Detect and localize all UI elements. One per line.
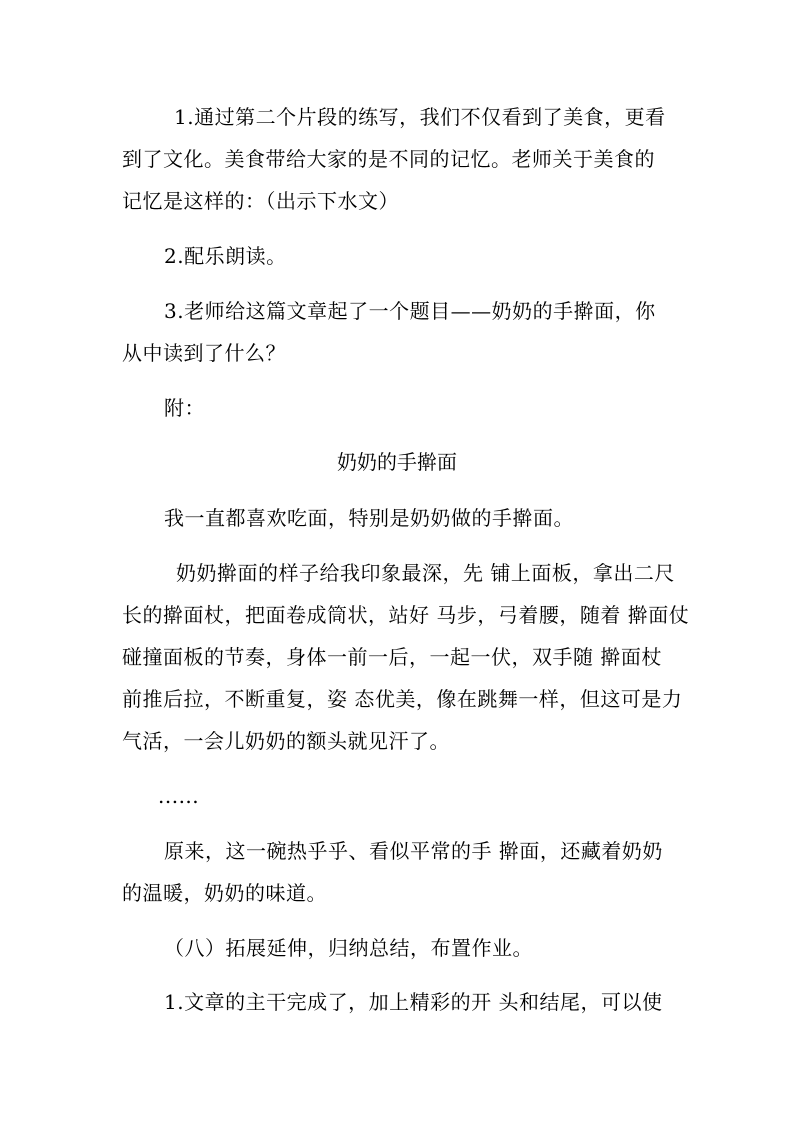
paragraph-line: 记忆是这样的：（出示下水文） [122, 189, 399, 213]
paragraph-line: 奶奶擀面的样子给我印象最深，先 铺上面板，拿出二尺 [176, 561, 675, 585]
ellipsis-line: ...... [158, 784, 200, 808]
essay-title: 奶奶的手擀面 [337, 450, 457, 474]
paragraph-line: 原来，这一碗热乎乎、看似平常的手 擀面，还藏着奶奶 [164, 839, 663, 863]
paragraph-line: 3.老师给这篇文章起了一个题目——奶奶的手擀面，你 [164, 299, 656, 323]
section-heading: （八）拓展延伸，归纳总结，布置作业。 [164, 936, 533, 960]
paragraph-line: 到了文化。美食带给大家的是不同的记忆。老师关于美食的 [122, 147, 655, 171]
paragraph-line: 的温暖，奶奶的味道。 [122, 881, 327, 905]
paragraph-line: 1.文章的主干完成了，加上精彩的开 头和结尾，可以使 [164, 990, 663, 1014]
appendix-label: 附： [164, 396, 205, 420]
paragraph-line: 从中读到了什么？ [122, 341, 286, 365]
paragraph-line: 前推后拉，不断重复，姿 态优美，像在跳舞一样，但这可是力 [122, 687, 683, 711]
paragraph-line: 2.配乐朗读。 [164, 244, 287, 268]
paragraph-line: 气活，一会儿奶奶的额头就见汗了。 [122, 729, 450, 753]
paragraph-line: 碰撞面板的节奏，身体一前一后，一起一伏，双手随 擀面杖 [122, 645, 662, 669]
paragraph-line: 我一直都喜欢吃面，特别是奶奶做的手擀面。 [164, 506, 574, 530]
paragraph-line: 长的擀面杖，把面卷成筒状，站好 马步，弓着腰，随着 擀面仗 [122, 603, 690, 627]
paragraph-line: 1.通过第二个片段的练写，我们不仅看到了美食，更看 [174, 105, 666, 129]
